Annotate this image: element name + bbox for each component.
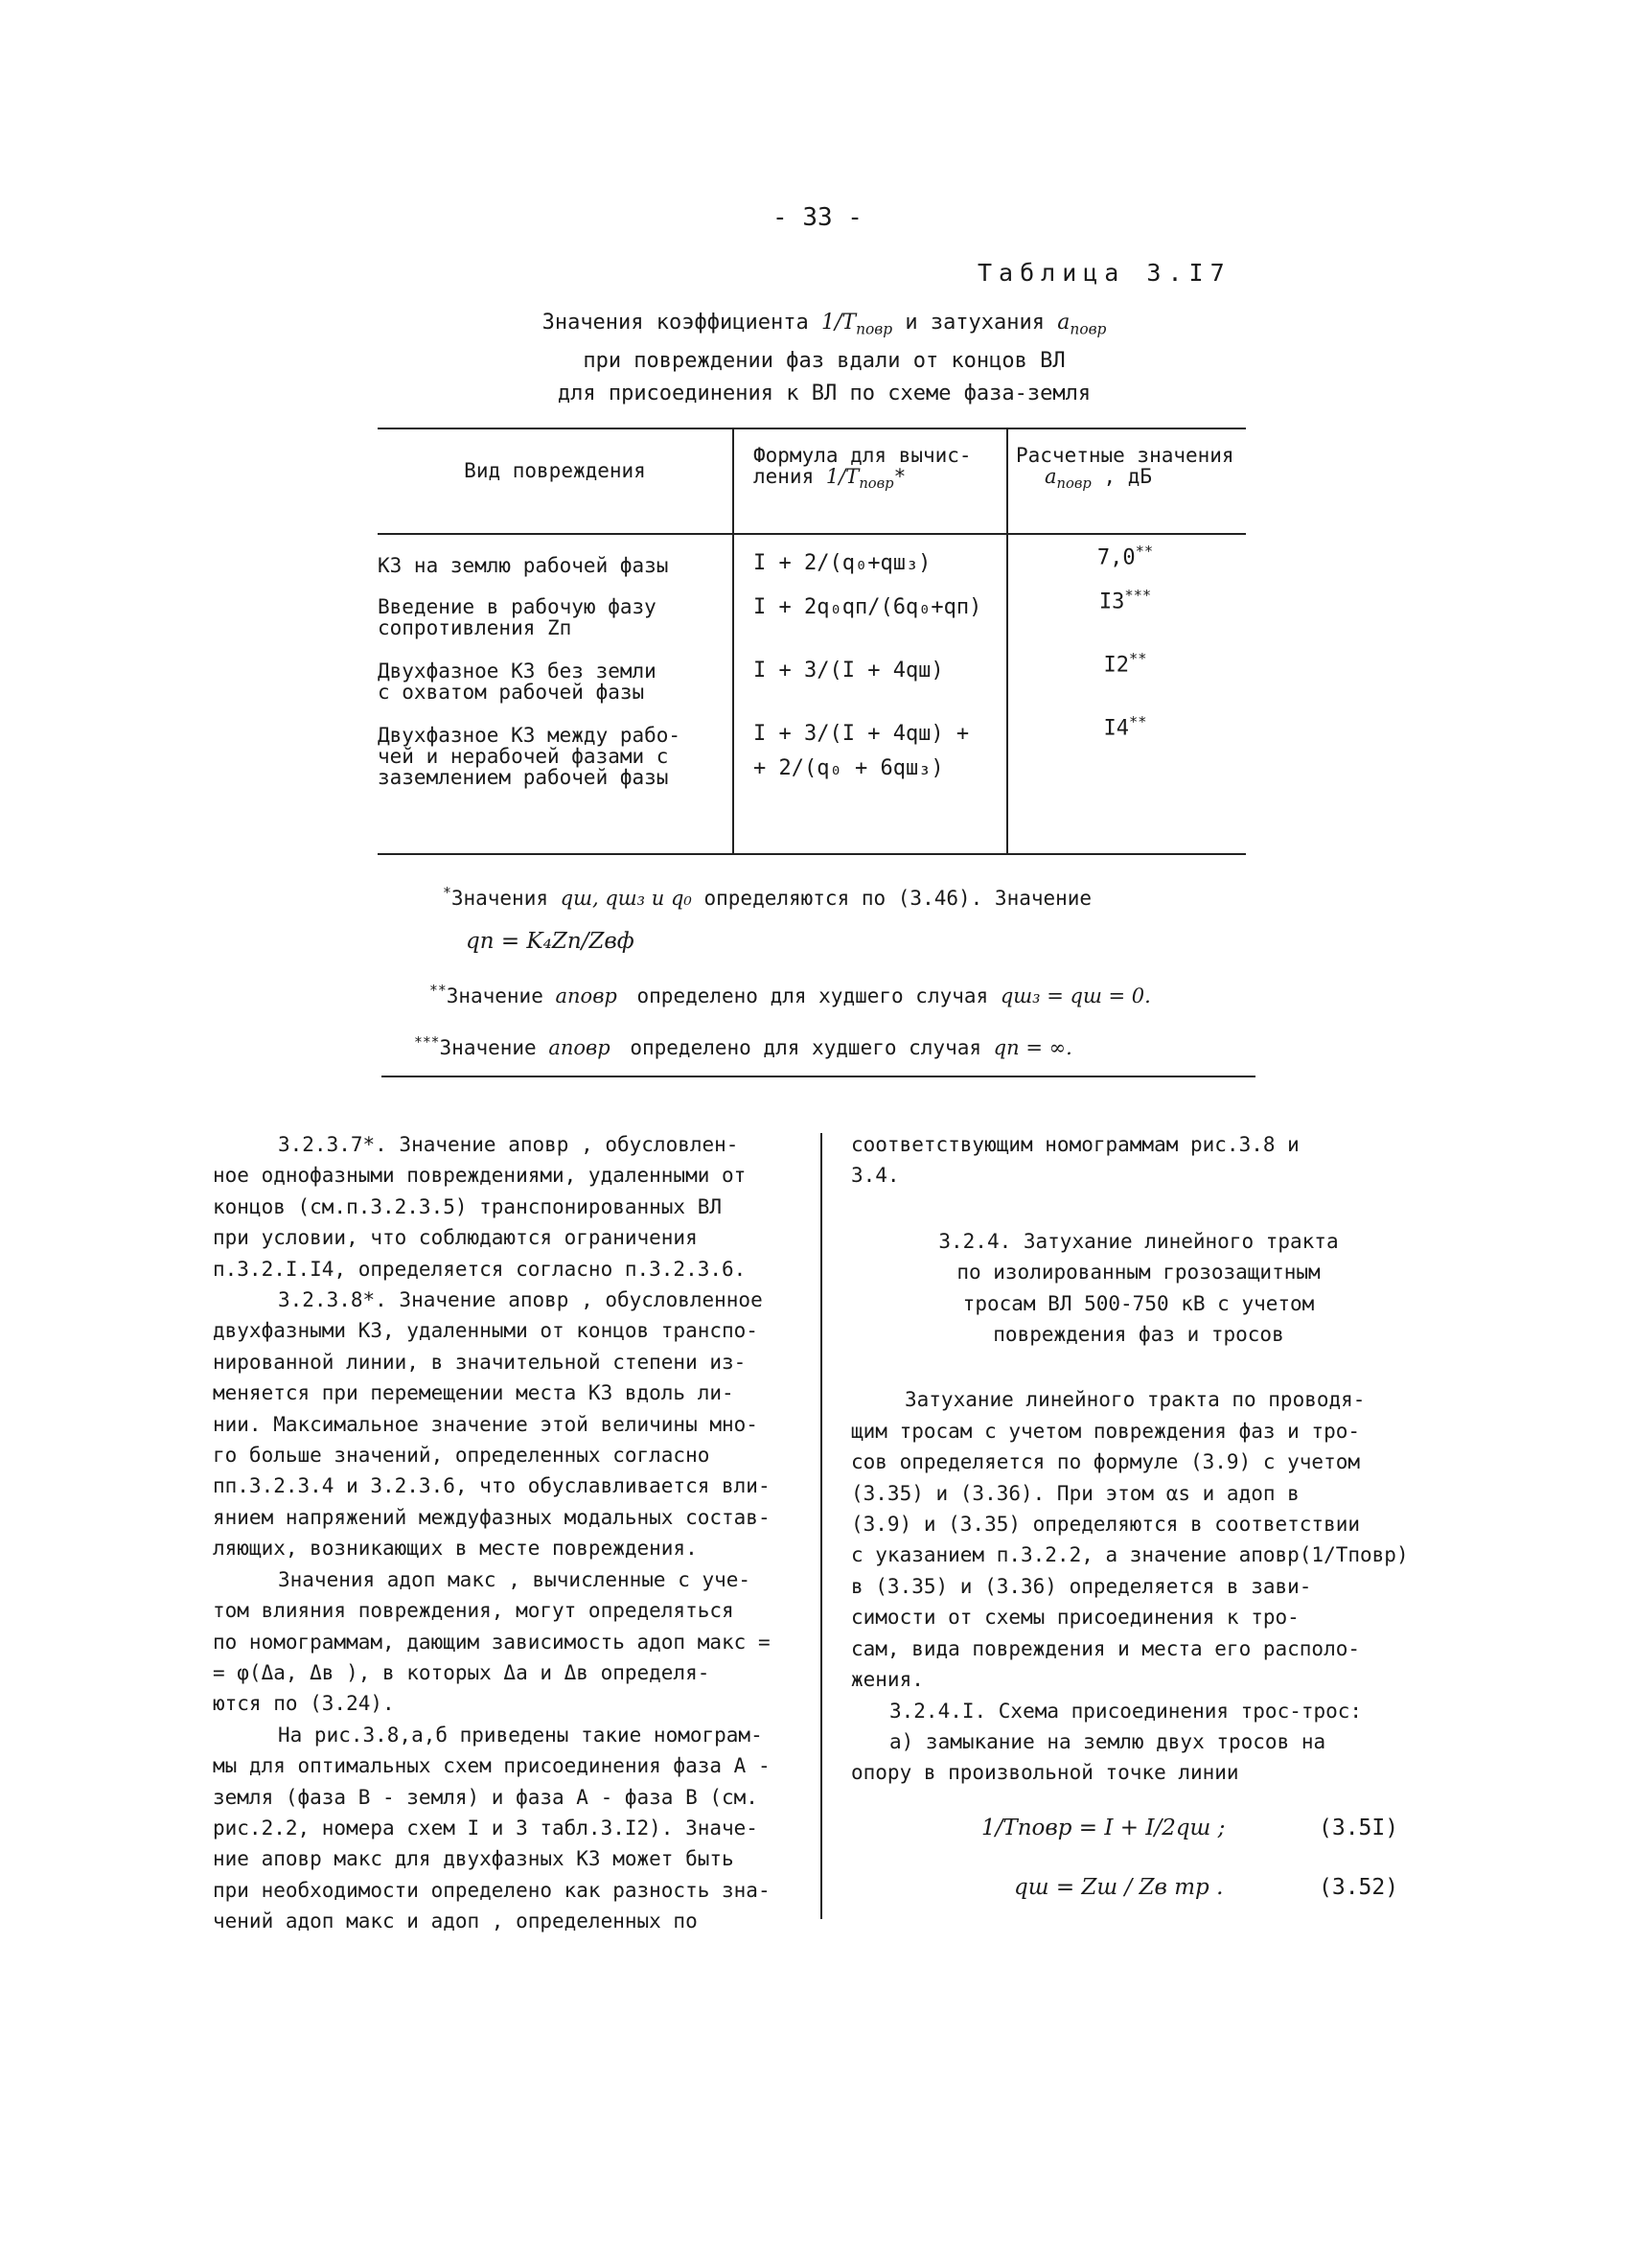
right-line: опору в произвольной точке линии xyxy=(851,1761,1239,1785)
left-line: Значения aдоп макс , вычисленные с уче- xyxy=(278,1567,751,1591)
left-line: нированной линии, в значительной степени из- xyxy=(213,1350,747,1374)
left-line: На рис.3.8,а,б приведены такие номограм- xyxy=(278,1723,763,1747)
row-4-type: Двухфазное КЗ между рабо- чей и нерабочей фазами с заземлением рабочей фазы xyxy=(378,724,681,789)
left-line: п.3.2.I.I4, определяется согласно п.3.2.3.6. xyxy=(213,1257,747,1281)
left-line: 3.2.3.7*. Значение aповр , обусловлен- xyxy=(278,1133,739,1156)
caption-line-1: Значения коэффициента $1/T_{повр}$ и затухания $a_{повр}$ xyxy=(541,311,1107,338)
left-line: ное однофазными повреждениями, удаленными от xyxy=(213,1164,747,1188)
row-1-formula: I + 2/(q₀+qш₃) xyxy=(753,551,932,575)
header-calc-values: Расчетные значения $a_{повр}$ , дБ xyxy=(1016,444,1234,493)
left-column xyxy=(213,1129,797,1937)
table-bottom-rule xyxy=(378,853,1246,855)
left-line: 3.2.3.8*. Значение aповр , обусловленное xyxy=(278,1288,763,1312)
right-line: сов определяется по формуле (3.9) с учетом xyxy=(851,1450,1361,1474)
left-line: земля (фаза В - земля) и фаза А - фаза В (см. xyxy=(213,1785,758,1809)
left-line: го больше значений, определенных согласно xyxy=(213,1444,710,1468)
table-header-rule xyxy=(378,533,1246,535)
equation-3-51-number: (3.5I) xyxy=(1319,1816,1399,1840)
right-line: (3.35) и (3.36). При этом αs и aдоп в xyxy=(851,1481,1300,1505)
left-line: двухфазными КЗ, удаленными от концов транспо- xyxy=(213,1319,758,1343)
left-line: пп.3.2.3.4 и 3.2.3.6, что обуславливается вли- xyxy=(213,1474,771,1498)
right-line: Затухание линейного тракта по проводя- xyxy=(905,1388,1366,1412)
damage-table xyxy=(378,428,1240,854)
row-2-value: I3*** xyxy=(1098,587,1152,614)
left-line: нии. Максимальное значение этой величины мно- xyxy=(213,1412,758,1436)
row-3-value: I2** xyxy=(1103,650,1147,678)
left-line: ляющих, возникающих в месте повреждения. xyxy=(213,1537,698,1561)
footnote-1: *Значения qш, qш₃ и q₀ определяются по (3.46). Значение xyxy=(443,885,1093,910)
left-line: = φ(Δa, Δв ), в которых Δa и Δв определя- xyxy=(213,1660,710,1684)
left-line: при условии, что соблюдаются ограничения xyxy=(213,1226,698,1250)
caption-line-2: при повреждении фаз вдали от концов ВЛ xyxy=(583,349,1066,374)
right-line: жения. xyxy=(851,1668,924,1692)
table-divider-1 xyxy=(732,428,734,853)
left-line: рис.2.2, номера схем I и 3 табл.3.I2). Значе- xyxy=(213,1816,758,1840)
row-3-type: Двухфазное КЗ без земли с охватом рабочей фазы xyxy=(378,660,656,704)
table-divider-2 xyxy=(1006,428,1008,853)
row-4-value: I4** xyxy=(1103,713,1147,741)
right-line: соответствующим номограммам рис.3.8 и xyxy=(851,1133,1300,1156)
equation-3-51: 1/Tповр = I + I/2qш ; xyxy=(981,1816,1226,1840)
right-line: 3.2.4.I. Схема присоединения трос-трос: xyxy=(889,1699,1363,1723)
left-line: том влияния повреждения, могут определяться xyxy=(213,1599,734,1623)
footnote-3: ***Значение aповр определено для худшего случая qп = ∞. xyxy=(414,1034,1072,1059)
header-formula: Формула для вычис- ления $1/T_{повр}*$ xyxy=(753,444,972,493)
column-divider xyxy=(820,1133,822,1919)
footnote-1-equation: qп = K₄Zп/Zвф xyxy=(466,929,634,954)
table-caption xyxy=(364,307,1284,410)
equation-3-52: qш = Zш / Zв тр . xyxy=(1014,1875,1224,1900)
footnote-rule xyxy=(381,1076,1255,1077)
page-number: - 33 - xyxy=(772,203,863,232)
row-1-type: КЗ на землю рабочей фазы xyxy=(378,554,669,577)
left-line: чений aдоп макс и aдоп , определенных по xyxy=(213,1909,698,1933)
right-line: сам, вида повреждения и места его располо- xyxy=(851,1636,1361,1660)
table-top-rule xyxy=(378,428,1246,429)
left-line: по номограммам, дающим зависимость aдоп макс = xyxy=(213,1630,771,1654)
row-2-formula: I + 2q₀qп/(6q₀+qп) xyxy=(753,595,982,619)
footnote-2: **Значение aповр определено для худшего случая qш₃ = qш = 0. xyxy=(429,983,1151,1007)
right-line: щим тросам с учетом повреждения фаз и тро- xyxy=(851,1419,1361,1443)
left-line: ются по (3.24). xyxy=(213,1692,395,1716)
right-line: (3.9) и (3.35) определяются в соответствии xyxy=(851,1513,1361,1537)
left-line: мы для оптимальных схем присоединения фаза А - xyxy=(213,1754,771,1778)
left-line: при необходимости определено как разность зна- xyxy=(213,1878,771,1902)
row-4-formula: I + 3/(I + 4qш) + + 2/(q₀ + 6qш₃) xyxy=(753,722,970,780)
left-line: ние aповр макс для двухфазных КЗ может быть xyxy=(213,1847,734,1871)
right-line: с указанием п.3.2.2, а значение aповр(1/Tповр) xyxy=(851,1543,1409,1567)
header-damage-type: Вид повреждения xyxy=(464,459,646,482)
table-label: Таблица 3.I7 xyxy=(978,259,1232,287)
row-2-type: Введение в рабочую фазу сопротивления Zп xyxy=(378,595,656,639)
left-line: концов (см.п.3.2.3.5) транспонированных ВЛ xyxy=(213,1194,723,1218)
right-line: а) замыкание на землю двух тросов на xyxy=(889,1729,1326,1753)
right-line: 3.4. xyxy=(851,1164,900,1188)
right-column xyxy=(851,1129,1426,1789)
row-3-formula: I + 3/(I + 4qш) xyxy=(753,659,944,683)
left-line: меняется при перемещении места КЗ вдоль ли- xyxy=(213,1381,734,1405)
right-line: симости от схемы присоединения к тро- xyxy=(851,1606,1300,1630)
right-line: в (3.35) и (3.36) определяется в зави- xyxy=(851,1574,1312,1598)
left-line: янием напряжений междуфазных модальных состав- xyxy=(213,1505,771,1529)
section-heading: 3.2.4. Затухание линейного тракта по изолированным грозозащитным тросам ВЛ 500-750 кВ с учетом повреждения фаз и тросов xyxy=(938,1229,1339,1347)
caption-line-3: для присоединения к ВЛ по схеме фаза-земля xyxy=(557,382,1092,406)
equation-3-52-number: (3.52) xyxy=(1319,1875,1399,1900)
row-1-value: 7,0** xyxy=(1096,543,1154,570)
